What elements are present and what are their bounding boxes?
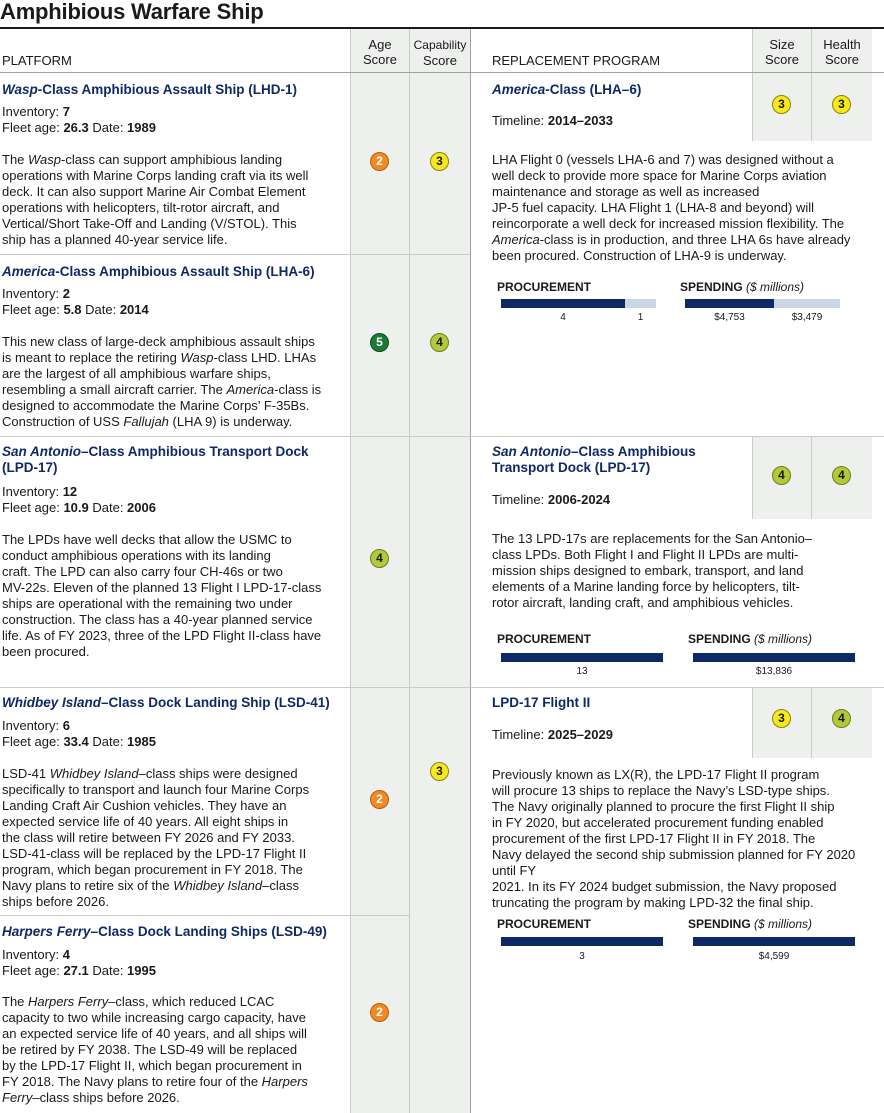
platform-name-italic: San Antonio [2,444,81,459]
platform-description [2,994,347,1106]
text-run: ship has a planned 40-year service life. [2,232,228,247]
text-run: an expected service life of 40 years, and all ships will [2,1026,307,1041]
platform-description-line [2,168,347,184]
capability-header-line2: Score [423,53,457,68]
capability-score-header [410,38,470,68]
text-run: (LHA 9) is underway. [168,414,293,429]
text-run: The [2,994,29,1009]
text-run: rotor aircraft, landing craft, and amphibious vehicles. [492,595,794,610]
platform-description-line [2,830,347,846]
health-header-line1: Health [823,37,861,52]
inventory [2,286,70,302]
text-run: Navy delayed the second ship submission planned for FY 2020 until FY [492,847,856,878]
fleet-age-label: Fleet age: [2,302,64,317]
platform-description-line [2,184,347,200]
replacement-description [492,531,872,611]
date-label: Date: [88,120,128,135]
text-run: Landing Craft Air Cushion vehicles. They have an [2,798,287,813]
inventory-value: 2 [62,286,70,301]
replacement-description-line [492,579,872,595]
replacement-name-line [492,695,742,711]
replacement-description-line [492,767,872,783]
procurement-bar [501,299,656,308]
timeline-value: 2006-2024 [547,492,611,507]
page-title: Amphibious Warfare Ship [0,0,264,24]
replacement-description-line [492,815,872,831]
platform-name-line [2,460,347,476]
timeline [492,492,610,508]
text-run: LSD-41 [2,766,50,781]
spending-bar [685,299,840,308]
platform-name-line [2,924,347,940]
text-run: elements of a Marine landing force by helicopters, tilt- [492,579,800,594]
column-divider [811,437,812,519]
text-run: been procured. Construction of LHA-9 is underway. [492,248,787,263]
fleet-age [2,302,149,318]
age-score-header [351,37,409,67]
procurement-bar-fill [501,653,663,662]
timeline-label: Timeline: [492,113,548,128]
replacement-description-line [492,232,872,248]
text-run: MV-22s. Eleven of the planned 13 Flight I LPD-17-class [2,580,322,595]
platform-name-italic: America [2,264,56,279]
text-run: expected service life of 40 years. All eight ships in [2,814,289,829]
health-header-line2: Score [825,52,859,67]
text-run: -class is [274,382,322,397]
italic-run: Harpers Ferry [28,994,109,1009]
timeline-value: 2025–2029 [547,727,613,742]
replacement-name-rest: -Class (LHA–6) [545,82,642,97]
replacement-name-text: LPD-17 Flight II [492,695,591,710]
date-value: 2014 [119,302,149,317]
replacement-name-line [492,82,742,98]
text-run: program, which began procurement in FY 2018. The [2,862,303,877]
text-run: craft. The LPD can also carry four CH-46s or two [2,564,283,579]
inventory-label: Inventory: [2,484,63,499]
platform-name-line [2,444,347,460]
capability-column-shade [410,29,470,1113]
platform-name [2,444,347,476]
procurement-bar-fill [501,937,663,946]
replacement-description [492,767,872,911]
replacement-name-line [492,460,742,476]
replacement-name [492,444,742,476]
replacement-description-line [492,531,872,547]
platform-name-italic: Harpers Ferry [2,924,91,939]
text-run: conduct amphibious operations with its landing [2,548,271,563]
spending-label-text: SPENDING [680,280,747,294]
text-run: ships before 2026. [2,894,109,909]
replacement-name-italic: America [492,82,546,97]
spending-label-text: SPENDING [688,632,755,646]
platform-description-line [2,782,347,798]
spending-done-value: $13,836 [755,666,793,677]
age-score-badge: 2 [370,1003,389,1022]
platform-description-line [2,1042,347,1058]
text-run: The LPDs have well decks that allow the USMC to [2,532,292,547]
timeline [492,113,613,129]
text-run: JP-5 fuel capacity. LHA Flight 1 (LHA-8 and beyond) will [492,200,815,215]
text-run: -class LHD. LHAs [213,350,317,365]
text-run: specifically to transport and launch four Marine Corps [2,782,310,797]
platform-description-line [2,596,347,612]
timeline-value: 2014–2033 [547,113,613,128]
text-run: –class ships before 2026. [32,1090,180,1105]
replacement-description-line [492,783,872,799]
date-value: 1995 [127,963,156,978]
age-column-shade [351,29,409,1113]
fleet-age-value: 33.4 [63,734,89,749]
date-label: Date: [81,302,120,317]
replacement-description-line [492,563,872,579]
platform-description-line [2,564,347,580]
italic-run: America [226,382,275,397]
italic-run: America [492,232,540,247]
text-run: by the LPD-17 Flight II, which began procurement in [2,1058,302,1073]
text-run: are the largest of all amphibious warfare ships, [2,366,271,381]
spending-bar-fill [685,299,774,308]
timeline [492,727,613,743]
text-run: class LPDs. Both Flight I and Flight II LPDs are multi- [492,547,799,562]
spending-unit: ($ millions) [754,632,813,646]
procurement-bar-fill [501,299,625,308]
text-run: reincorporate a well deck for increased mission flexibility. The [492,216,845,231]
text-run: capacity to two while increasing cargo capacity, have [2,1010,306,1025]
platform-name-rest: -Class Amphibious Assault Ship (LHD-1) [37,82,298,97]
inventory [2,718,70,734]
text-run: the class will retire between FY 2026 and FY 2033. [2,830,295,845]
platform-description-line [2,398,347,414]
procurement-done-value: 4 [560,312,566,323]
column-divider [470,29,471,1113]
fleet-age [2,500,156,516]
italic-run: Whidbey Island [49,766,139,781]
capability-score-badge: 3 [430,762,449,781]
size-header-line2: Score [765,52,799,67]
date-value: 1985 [127,734,156,749]
size-score-badge: 3 [772,95,791,114]
platform-name-rest: –Class Amphibious Transport Dock [81,444,309,459]
capability-score-badge: 3 [430,152,449,171]
text-run: This new class of large-deck amphibious assault ships [2,334,315,349]
platform-header: PLATFORM [2,53,72,68]
procurement-done-value: 3 [579,951,585,962]
inventory [2,484,77,500]
platform-name-line [2,82,347,98]
procurement-remaining-value: 1 [637,312,644,323]
text-run: deck. It can also support Marine Air Combat Element [2,184,306,199]
replacement-name [492,695,742,711]
age-score-badge: 2 [370,790,389,809]
spending-label-text: SPENDING [688,917,755,931]
column-divider [350,29,351,1113]
text-run: designed to accommodate the Marine Corps’ F-35Bs. [2,398,310,413]
age-score-badge: 4 [370,549,389,568]
text-run: construction. The class has a 40-year planned service [2,612,313,627]
text-run: Vertical/Short Take-Off and Landing (V/STOL). This [2,216,297,231]
platform-description-line [2,612,347,628]
italic-run: Wasp [180,350,214,365]
date-value: 2006 [127,500,156,515]
platform-description-line [2,894,347,910]
size-header-line1: Size [769,37,795,52]
spending-done-value: $4,599 [758,951,790,962]
inventory-label: Inventory: [2,947,63,962]
replacement-description-line [492,799,872,815]
spending-label [680,280,804,294]
spending-unit: ($ millions) [754,917,813,931]
italic-run: Fallujah [123,414,169,429]
platform-name-italic: Whidbey Island [2,695,102,710]
text-run: –class [262,878,299,893]
procurement-bar [501,653,663,662]
text-run: operations with Marine Corps landing craft via its well [2,168,309,183]
health-score-header [812,37,872,67]
spending-done-value: $4,753 [714,312,745,323]
platform-description-line [2,846,347,862]
procurement-done-value: 13 [576,666,588,677]
text-run: The [2,152,29,167]
text-run: The Navy originally planned to procure the first Flight II ship [492,799,835,814]
text-run: in FY 2020, but accelerated procurement funding enabled [492,815,824,830]
text-run: –class ships were designed [138,766,298,781]
replacement-name-rest: –Class Amphibious [571,444,696,459]
inventory-label: Inventory: [2,104,63,119]
text-run: procurement of the first LPD-17 Flight II in FY 2018. The [492,831,816,846]
row-divider [0,687,884,688]
inventory-label: Inventory: [2,718,63,733]
replacement-program-header: REPLACEMENT PROGRAM [492,53,661,68]
capability-score-badge: 4 [430,333,449,352]
spending-bar-fill [693,653,855,662]
row-divider [0,915,409,916]
text-run: been procured. [2,644,90,659]
replacement-description-line [492,895,872,911]
row-divider [0,436,884,437]
text-run: life. As of FY 2023, three of the LPD Flight II-class have [2,628,322,643]
platform-description-line [2,200,347,216]
procurement-label: PROCUREMENT [497,280,592,294]
platform-name-rest: –Class Dock Landing Ships (LSD-49) [90,924,327,939]
platform-name-line [2,264,347,280]
platform-description-line [2,334,347,350]
platform-description [2,152,347,248]
text-run: resembling a small aircraft carrier. The [2,382,227,397]
fleet-age-value: 26.3 [63,120,89,135]
replacement-description-line [492,216,872,232]
text-run: -class can support amphibious landing [61,152,283,167]
health-score-badge: 4 [832,709,851,728]
replacement-name-italic: San Antonio [492,444,571,459]
platform-description-line [2,548,347,564]
platform-description-line [2,382,347,398]
fleet-age-value: 10.9 [63,500,89,515]
replacement-description-line [492,831,872,847]
platform-description-line [2,814,347,830]
row-divider [0,254,470,255]
platform-name [2,695,347,711]
health-score-badge: 3 [832,95,851,114]
size-score-badge: 4 [772,466,791,485]
fleet-age [2,963,156,979]
text-run: Construction of USS [2,414,124,429]
inventory-value: 4 [62,947,70,962]
platform-description-line [2,1058,347,1074]
text-run: Navy plans to retire six of the [2,878,174,893]
platform-description [2,334,347,430]
italic-run: Harpers [261,1074,308,1089]
inventory-value: 12 [62,484,78,499]
platform-name-italic: Wasp [2,82,38,97]
fleet-age-label: Fleet age: [2,500,64,515]
column-divider [811,688,812,758]
italic-run: Ferry [2,1090,33,1105]
replacement-description-line [492,847,872,879]
replacement-description [492,152,872,264]
platform-name-rest: (LPD-17) [2,460,58,475]
header-rule [0,72,884,73]
inventory [2,104,70,120]
size-score-badge: 3 [772,709,791,728]
column-divider [752,437,753,519]
platform-description-line [2,994,347,1010]
timeline-label: Timeline: [492,492,548,507]
text-run: is meant to replace the retiring [2,350,181,365]
text-run: be retired by FY 2038. The LSD-49 will be replaced [2,1042,298,1057]
text-run: 2021. In its FY 2024 budget submission, the Navy proposed [492,879,837,894]
platform-description-line [2,232,347,248]
text-run: mission ships designed to embark, transport, and land [492,563,804,578]
spending-bar [693,937,855,946]
text-run: well deck to provide more space for Marine Corps aviation [492,168,827,183]
replacement-description-line [492,168,872,184]
replacement-name-rest: Transport Dock (LPD-17) [492,460,651,475]
text-run: The 13 LPD-17s are replacements for the San Antonio– [492,531,813,546]
inventory-value: 6 [62,718,70,733]
italic-run: Wasp [28,152,62,167]
date-label: Date: [88,734,128,749]
platform-description-line [2,862,347,878]
platform-name [2,924,347,940]
platform-name-line [2,695,347,711]
spending-unit: ($ millions) [746,280,805,294]
platform-description-line [2,532,347,548]
fleet-age [2,734,156,750]
text-run: truncating the program by making LPD-32 the final ship. [492,895,814,910]
date-label: Date: [88,963,128,978]
inventory-value: 7 [62,104,70,119]
platform-description [2,532,347,660]
replacement-name-line [492,444,742,460]
text-run: Previously known as LX(R), the LPD-17 Flight II program [492,767,820,782]
text-run: -class is in production, and three LHA 6s have already [539,232,851,247]
text-run: will procure 13 ships to replace the Navy’s LSD-type ships. [492,783,830,798]
platform-description-line [2,1090,347,1106]
replacement-description-line [492,152,872,168]
platform-name-rest: -Class Amphibious Assault Ship (LHA-6) [55,264,315,279]
platform-description-line [2,644,347,660]
fleet-age [2,120,156,136]
column-divider [409,29,410,1113]
platform-description-line [2,216,347,232]
age-header-line1: Age [368,37,392,52]
replacement-description-line [492,595,872,611]
inventory-label: Inventory: [2,286,63,301]
replacement-description-line [492,547,872,563]
replacement-description-line [492,184,872,200]
replacement-description-line [492,879,872,895]
date-label: Date: [88,500,128,515]
platform-description [2,766,347,910]
spending-label [688,632,812,646]
fleet-age-value: 5.8 [63,302,82,317]
text-run: LSD-41-class will be replaced by the LPD-17 Flight II [2,846,307,861]
replacement-description-line [492,248,872,264]
platform-description-line [2,580,347,596]
procurement-label: PROCUREMENT [497,632,592,646]
health-score-badge: 4 [832,466,851,485]
spending-label [688,917,812,931]
platform-description-line [2,1010,347,1026]
platform-description-line [2,766,347,782]
platform-name-rest: –Class Dock Landing Ship (LSD-41) [101,695,330,710]
spending-bar [693,653,855,662]
platform-description-line [2,366,347,382]
fleet-age-value: 27.1 [63,963,89,978]
text-run: LHA Flight 0 (vessels LHA-6 and 7) was designed without a [492,152,834,167]
platform-name [2,82,347,98]
text-run: ships are operational with the remaining two under [2,596,293,611]
procurement-label: PROCUREMENT [497,917,592,931]
column-divider [752,688,753,758]
italic-run: Whidbey Island [173,878,263,893]
size-score-header [753,37,811,67]
platform-description-line [2,414,347,430]
spending-remaining-value: $3,479 [791,312,823,323]
text-run: –class, which reduced LCAC [108,994,275,1009]
age-header-line2: Score [363,52,397,67]
text-run: operations with helicopters, tilt-rotor aircraft, and [2,200,280,215]
replacement-name [492,82,742,98]
platform-description-line [2,350,347,366]
replacement-description-line [492,200,872,216]
age-score-badge: 2 [370,152,389,171]
platform-description-line [2,152,347,168]
date-value: 1989 [127,120,156,135]
age-score-badge: 5 [370,333,389,352]
text-run: FY 2018. The Navy plans to retire four of the [2,1074,262,1089]
timeline-label: Timeline: [492,727,548,742]
fleet-age-label: Fleet age: [2,963,64,978]
platform-description-line [2,878,347,894]
fleet-age-label: Fleet age: [2,734,64,749]
text-run: maintenance and storage as well as increased [492,184,760,199]
platform-description-line [2,1074,347,1090]
procurement-bar [501,937,663,946]
platform-description-line [2,798,347,814]
platform-description-line [2,1026,347,1042]
fleet-age-label: Fleet age: [2,120,64,135]
inventory [2,947,70,963]
spending-bar-fill [693,937,855,946]
capability-header-line1: Capability [413,38,467,52]
platform-description-line [2,628,347,644]
platform-name [2,264,347,280]
